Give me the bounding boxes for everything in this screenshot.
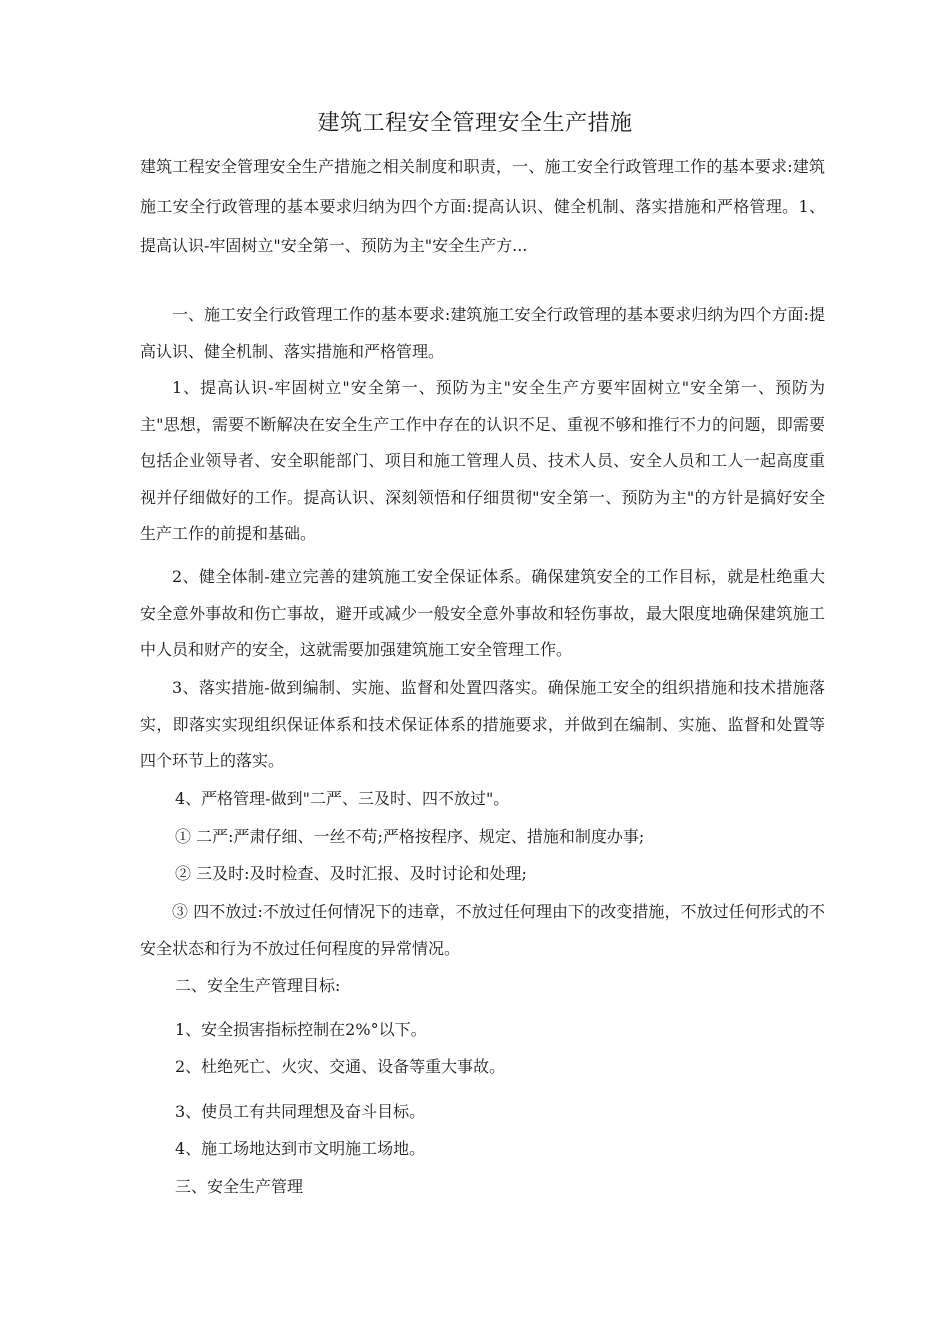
goal-item-3: 3、使员工有共同理想及奋斗目标。 — [175, 1102, 426, 1121]
paragraph-raise-awareness: 1、提高认识-牢固树立"安全第一、预防为主"安全生产方要牢固树立"安全第一、预防为主"思想，需要不断解决在安全生产工作中存在的认识不足、重视不够和推行不力的问题，即需要包括企业领导者、安全职能部门、项目和施工管理人员、技术人员、安全人员和工人一起高度重视并仔细做好的工作。提高认识、深刻领悟和仔细贯彻"安全第一、预防为主"的方针是搞好安全生产工作的前提和基础。 — [140, 378, 825, 543]
paragraph-measures: 3、落实措施-做到编制、实施、监督和处置四落实。确保施工安全的组织措施和技术措施落实，即落实实现组织保证体系和技术保证体系的措施要求，并做到在编制、实施、监督和处置等四个环节上的落实。 — [140, 678, 825, 770]
paragraph-system: 2、健全体制-建立完善的建筑施工安全保证体系。确保建筑安全的工作目标，就是杜绝重大安全意外事故和伤亡事故，避开或减少一般安全意外事故和轻伤事故，最大限度地确保建筑施工中人员和财产的安全，这就需要加强建筑施工安全管理工作。 — [140, 567, 825, 659]
goal-item-4: 4、施工场地达到市文明施工场地。 — [175, 1139, 426, 1158]
section-1-paragraph: 一、施工安全行政管理工作的基本要求:建筑施工安全行政管理的基本要求归纳为四个方面:提高认识、健全机制、落实措施和严格管理。 — [140, 305, 825, 361]
summary-paragraph: 建筑工程安全管理安全生产措施之相关制度和职责，一、施工安全行政管理工作的基本要求:建筑施工安全行政管理的基本要求归纳为四个方面:提高认识、健全机制、落实措施和严格管理。1、提高认识-牢固树立"安全第一、预防为主"安全生产方... — [140, 157, 825, 255]
list-item-three-timely: ② 三及时:及时检查、及时汇报、及时讨论和处理; — [175, 864, 527, 883]
section-2-heading: 二、安全生产管理目标: — [175, 976, 341, 995]
goal-item-1: 1、安全损害指标控制在2%°以下。 — [175, 1020, 427, 1039]
paragraph-strict-management: 4、严格管理-做到"二严、三及时、四不放过"。 — [175, 789, 510, 808]
document-title: 建筑工程安全管理安全生产措施 — [317, 111, 633, 136]
list-item-two-strict: ① 二严:严肃仔细、一丝不苟;严格按程序、规定、措施和制度办事; — [175, 827, 645, 846]
goal-item-2: 2、杜绝死亡、火灾、交通、设备等重大事故。 — [175, 1057, 506, 1076]
section-3-heading: 三、安全生产管理 — [175, 1177, 304, 1196]
list-item-four-no-pass: ③ 四不放过:不放过任何情况下的违章，不放过任何理由下的改变措施，不放过任何形式的不安全状态和行为不放过任何程度的异常情况。 — [140, 902, 825, 958]
